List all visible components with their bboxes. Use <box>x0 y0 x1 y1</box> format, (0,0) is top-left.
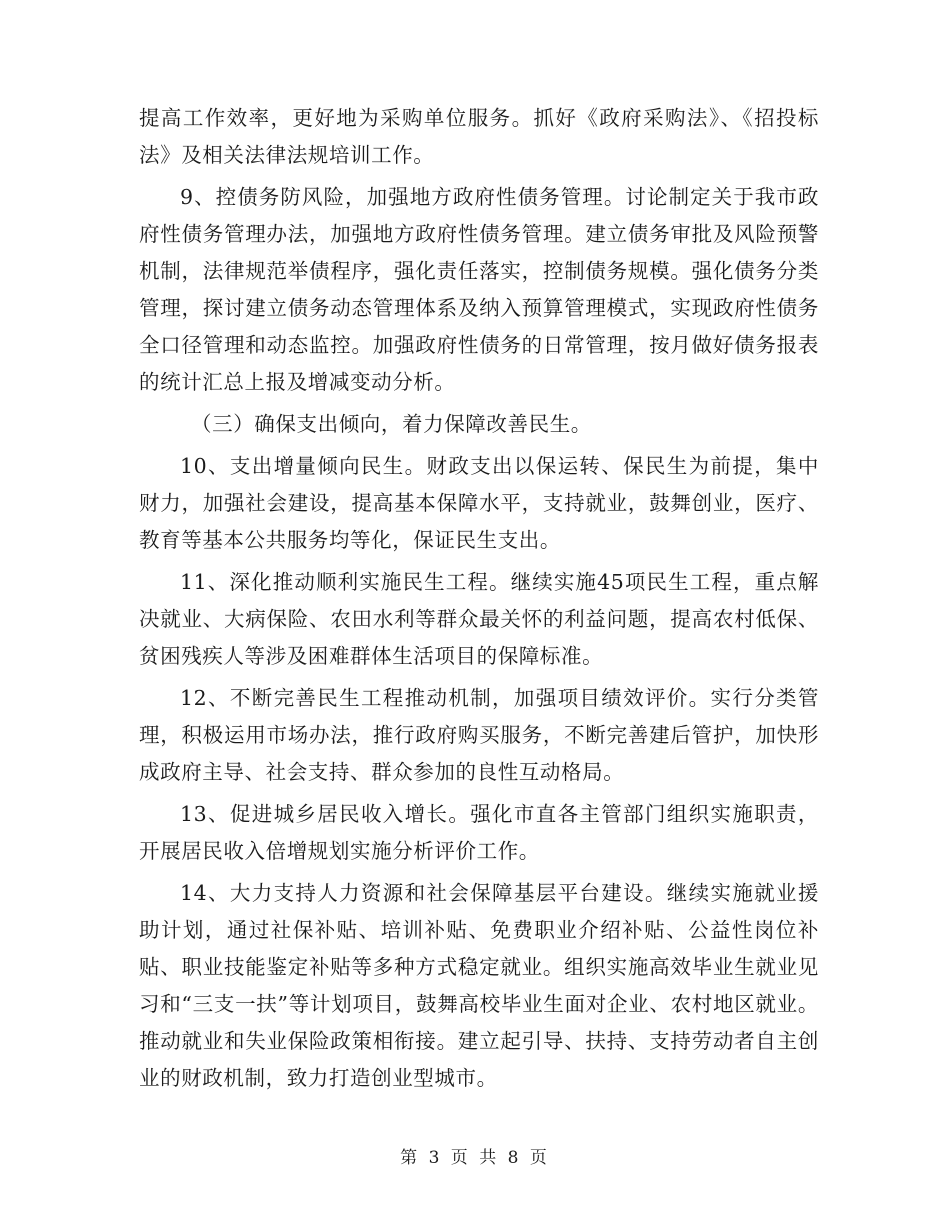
paragraph-continuation: 提高工作效率，更好地为采购单位服务。抓好《政府采购法》、《招投标法》及相关法律法规培训工作。 <box>139 106 819 167</box>
paragraph-item-10: 10、支出增量倾向民生。财政支出以保运转、保民生为前提，集中财力，加强社会建设，提高基本保障水平，支持就业，鼓舞创业，医疗、教育等基本公共服务均等化，保证民生支出。 <box>139 454 819 552</box>
paragraph-item-12: 12、不断完善民生工程推动机制，加强项目绩效评价。实行分类管理，积极运用市场办法，推行政府购买服务，不断完善建后管护，加快形成政府主导、社会支持、群众参加的良性互动格局。 <box>139 686 819 784</box>
document-body <box>139 100 819 1097</box>
section-heading-3: （三）确保支出倾向，着力保障改善民生。 <box>191 412 592 436</box>
paragraph-item-13: 13、促进城乡居民收入增长。强化市直各主管部门组织实施职责，开展居民收入倍增规划实施分析评价工作。 <box>139 802 819 863</box>
paragraph-item-9: 9、控债务防风险，加强地方政府性债务管理。讨论制定关于我市政府性债务管理办法，加强地方政府性债务管理。建立债务审批及风险预警机制，法律规范举债程序，强化责任落实，控制债务规模。强化债务分类管理，探讨建立债务动态管理体系及纳入预算管理模式，实现政府性债务全口径管理和动态监控。加强政府性债务的日常管理，按月做好债务报表的统计汇总上报及增减变动分析。 <box>139 185 819 394</box>
paragraph-item-11: 11、深化推动顺利实施民生工程。继续实施45项民生工程，重点解决就业、大病保险、农田水利等群众最关怀的利益问题，提高农村低保、贫困残疾人等涉及困难群体生活项目的保障标准。 <box>139 570 819 668</box>
paragraph-item-14: 14、大力支持人力资源和社会保障基层平台建设。继续实施就业援助计划，通过社保补贴、培训补贴、免费职业介绍补贴、公益性岗位补贴、职业技能鉴定补贴等多种方式稳定就业。组织实施高效毕业生就业见习和“三支一扶”等计划项目，鼓舞高校毕业生面对企业、农村地区就业。推动就业和失业保险政策相衔接。建立起引导、扶持、支持劳动者自主创业的财政机制，致力打造创业型城市。 <box>139 881 819 1090</box>
page-number-footer: 第 3 页 共 8 页 <box>400 1148 550 1168</box>
